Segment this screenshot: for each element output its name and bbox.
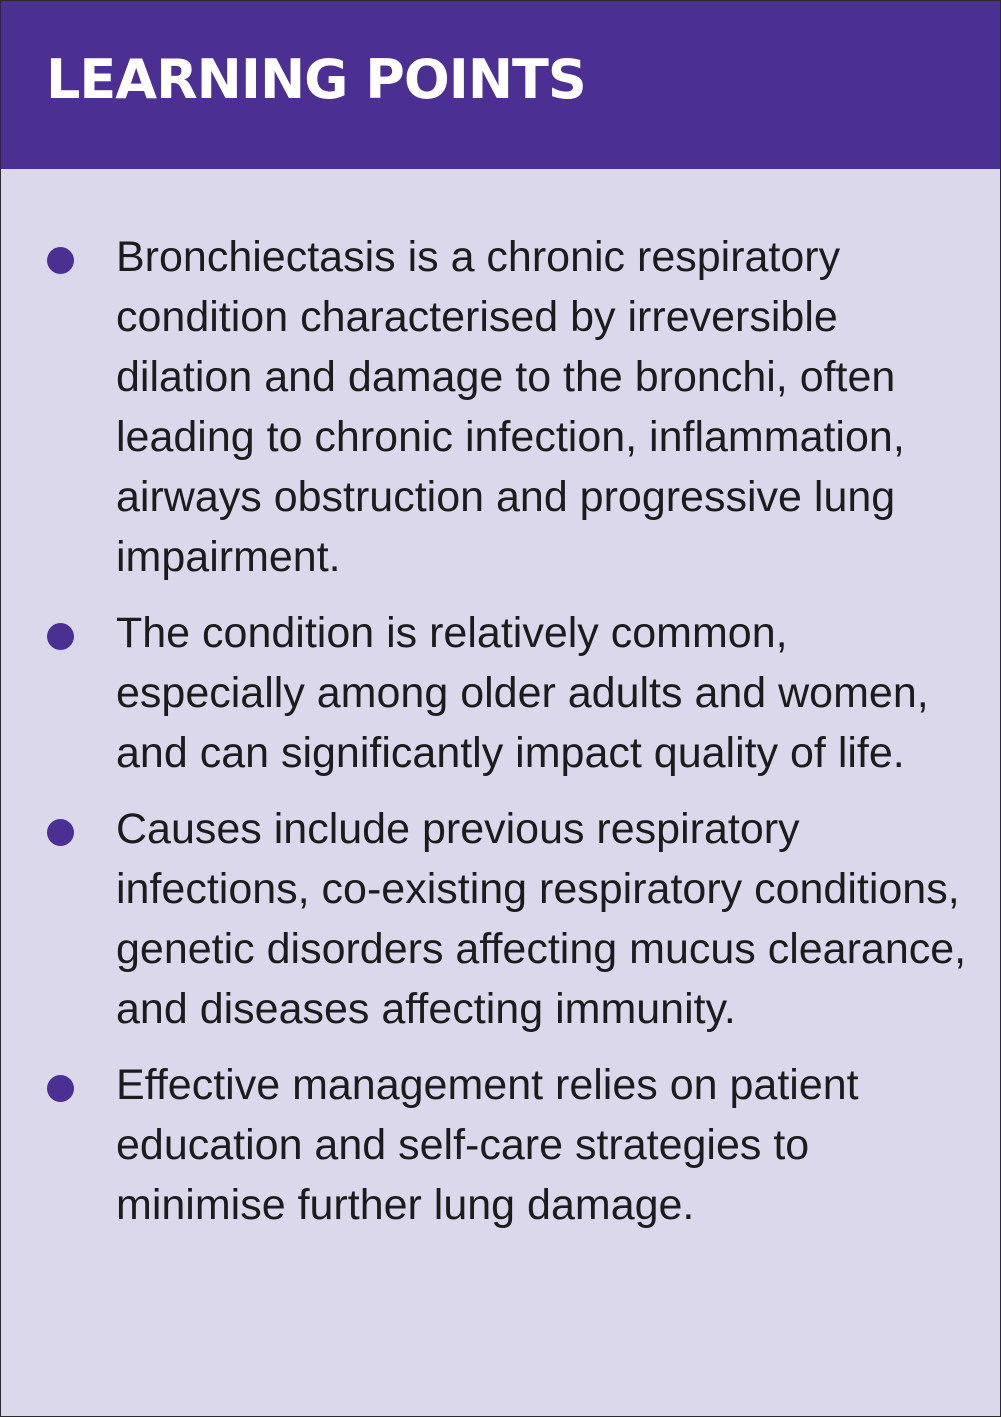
- learning-points-list: [1, 227, 1000, 1251]
- bullet-dot-icon: [47, 819, 74, 846]
- list-item: [1, 603, 1000, 783]
- bullet-dot-icon: [47, 1075, 74, 1102]
- list-item: [1, 227, 1000, 587]
- point-text: Effective management relies on patient education and self-care strategies to minimise further lung damage.: [116, 1061, 859, 1229]
- bullet-dot-icon: [47, 247, 74, 274]
- page-title: LEARNING POINTS: [46, 48, 586, 111]
- point-text: Causes include previous respiratory infections, co-existing respiratory conditions, genetic disorders affecting mucus clearance, and diseases affecting immunity.: [116, 805, 967, 1033]
- list-item: [1, 1055, 1000, 1235]
- point-text: Bronchiectasis is a chronic respiratory condition characterised by irreversible dilation and damage to the bronchi, often leading to chronic infection, inflammation, airways obstruction and progressive lung impairment.: [116, 233, 905, 581]
- bullet-dot-icon: [47, 623, 74, 650]
- header-bar: [1, 1, 1000, 169]
- list-item: [1, 799, 1000, 1039]
- point-text: The condition is relatively common, especially among older adults and women, and can significantly impact quality of life.: [116, 609, 929, 777]
